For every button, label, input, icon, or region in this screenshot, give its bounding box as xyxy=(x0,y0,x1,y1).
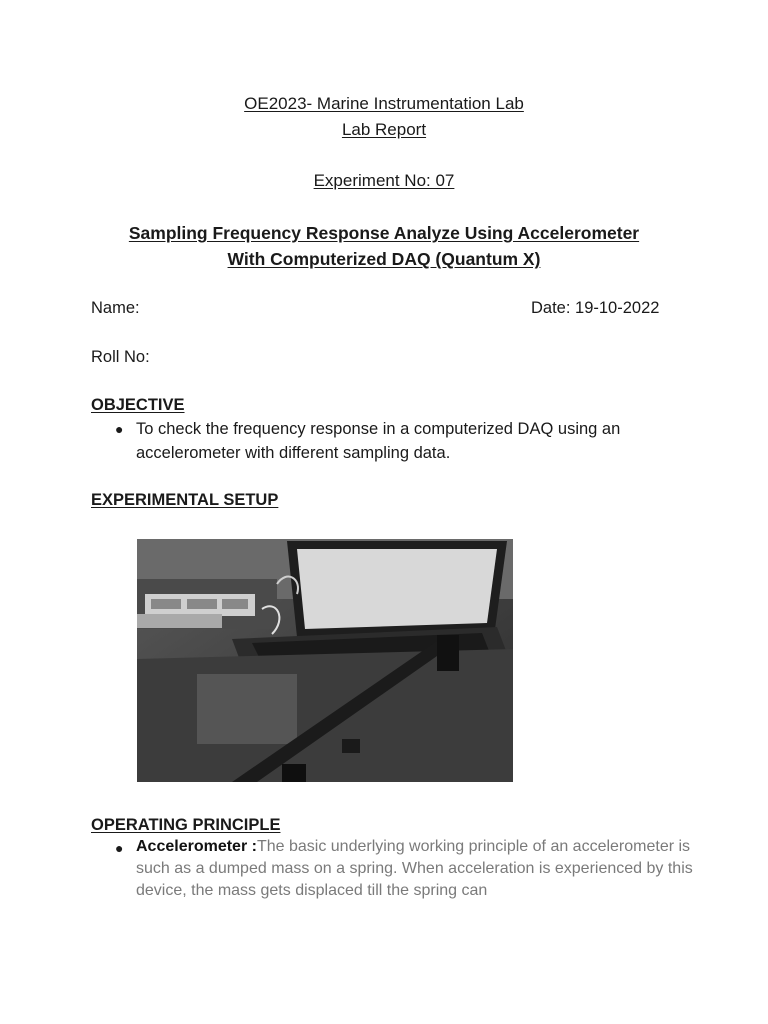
date-label: Date: 19-10-2022 xyxy=(531,299,660,317)
bullet-icon: ● xyxy=(115,421,124,437)
accelerometer-term: Accelerometer : xyxy=(136,838,257,855)
objective-text: To check the frequency response in a computerized DAQ using an accelerometer with different sampling data. xyxy=(136,420,621,462)
roll-number-label: Roll No: xyxy=(91,348,150,366)
objective-heading: OBJECTIVE xyxy=(91,396,185,414)
report-title-line-2: With Computerized DAQ (Quantum X) xyxy=(227,249,541,269)
report-label: Lab Report xyxy=(341,120,427,139)
experimental-setup-heading: EXPERIMENTAL SETUP xyxy=(91,491,279,509)
name-label: Name: xyxy=(91,299,140,317)
operating-principle-text xyxy=(136,836,696,902)
experimental-setup-photo xyxy=(137,539,513,782)
principle-description: The basic underlying working principle of an accelerometer is such as a dumped mass on a spring. When acceleration is experienced by this device, the mass gets displaced till the spring can xyxy=(136,838,693,899)
report-title-line-1: Sampling Frequency Response Analyze Using Accelerometer xyxy=(128,223,640,243)
experiment-number: Experiment No: 07 xyxy=(313,171,455,190)
operating-principle-heading: OPERATING PRINCIPLE xyxy=(91,816,281,834)
course-title: OE2023- Marine Instrumentation Lab xyxy=(244,94,524,113)
setup-photo-illustration xyxy=(137,539,513,782)
bullet-icon: ● xyxy=(115,840,124,856)
